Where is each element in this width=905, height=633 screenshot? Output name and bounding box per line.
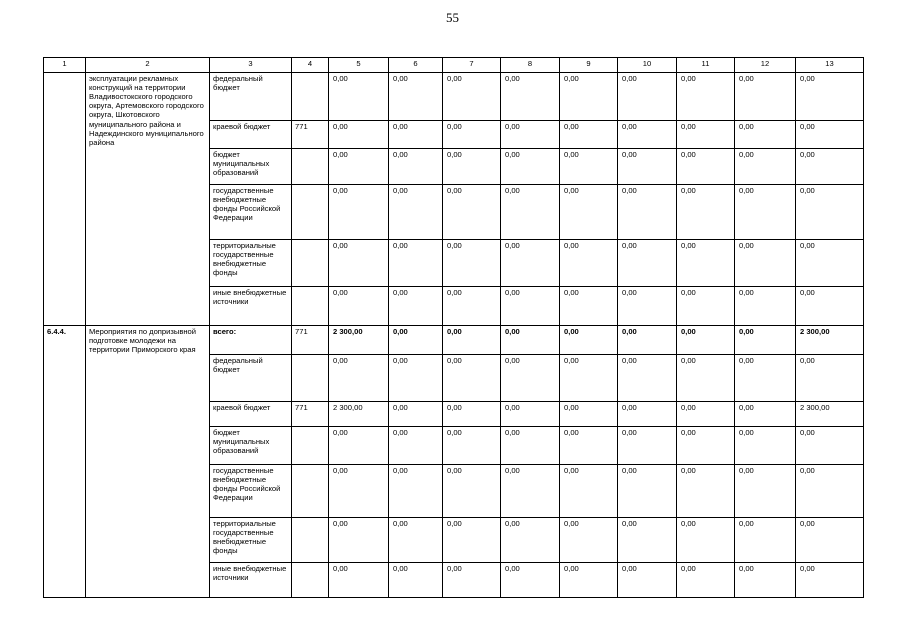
amount-cell: 0,00 (618, 240, 677, 287)
amount-cell: 0,00 (796, 287, 864, 326)
amount-cell: 0,00 (329, 185, 389, 240)
measure-title: Мероприятия по допризывной подготовке молодежи на территории Приморского края (86, 326, 210, 598)
amount-cell: 0,00 (560, 73, 618, 121)
amount-cell: 0,00 (501, 465, 560, 518)
amount-cell: 0,00 (501, 355, 560, 402)
amount-cell: 0,00 (796, 563, 864, 598)
amount-cell: 0,00 (560, 287, 618, 326)
funding-source: территориальные государственные внебюджетные фонды (210, 240, 292, 287)
amount-cell: 0,00 (735, 185, 796, 240)
amount-cell: 0,00 (677, 326, 735, 355)
amount-cell: 0,00 (796, 73, 864, 121)
measure-code: 6.4.4. (44, 326, 86, 598)
amount-cell: 0,00 (389, 518, 443, 563)
amount-cell: 0,00 (329, 563, 389, 598)
amount-cell: 0,00 (501, 287, 560, 326)
amount-cell: 0,00 (735, 465, 796, 518)
column-header: 6 (389, 58, 443, 73)
amount-cell: 0,00 (389, 73, 443, 121)
amount-cell: 0,00 (677, 465, 735, 518)
amount-cell: 0,00 (389, 355, 443, 402)
amount-cell: 0,00 (618, 121, 677, 149)
grbs-code: 771 (292, 402, 329, 427)
amount-cell: 0,00 (677, 287, 735, 326)
amount-cell: 0,00 (501, 563, 560, 598)
amount-cell: 0,00 (389, 465, 443, 518)
amount-cell: 0,00 (618, 73, 677, 121)
amount-cell: 0,00 (443, 185, 501, 240)
amount-cell: 0,00 (329, 121, 389, 149)
amount-cell: 0,00 (501, 149, 560, 185)
amount-cell: 0,00 (329, 465, 389, 518)
grbs-code (292, 73, 329, 121)
funding-source: краевой бюджет (210, 121, 292, 149)
measure-title: эксплуатации рекламных конструкций на территории Владивостокского городского округа, Артемовского городского округа, Шкотовского муниципального района и Надеждинского муниципального района (86, 73, 210, 326)
amount-cell: 0,00 (501, 240, 560, 287)
amount-cell: 0,00 (618, 287, 677, 326)
amount-cell: 2 300,00 (796, 326, 864, 355)
amount-cell: 0,00 (389, 563, 443, 598)
amount-cell: 0,00 (443, 149, 501, 185)
column-header: 4 (292, 58, 329, 73)
funding-source: государственные внебюджетные фонды Российской Федерации (210, 185, 292, 240)
funding-source: федеральный бюджет (210, 73, 292, 121)
amount-cell: 0,00 (677, 121, 735, 149)
amount-cell: 0,00 (618, 355, 677, 402)
amount-cell: 0,00 (443, 427, 501, 465)
amount-cell: 0,00 (560, 402, 618, 427)
amount-cell: 0,00 (735, 240, 796, 287)
amount-cell: 0,00 (618, 402, 677, 427)
funding-source: бюджет муниципальных образований (210, 427, 292, 465)
amount-cell: 0,00 (443, 240, 501, 287)
measure-code (44, 73, 86, 326)
amount-cell: 0,00 (560, 465, 618, 518)
amount-cell: 0,00 (389, 149, 443, 185)
amount-cell: 0,00 (501, 427, 560, 465)
funding-source: государственные внебюджетные фонды Российской Федерации (210, 465, 292, 518)
amount-cell: 0,00 (735, 287, 796, 326)
funding-source: краевой бюджет (210, 402, 292, 427)
funding-source: всего: (210, 326, 292, 355)
table-row (44, 73, 864, 121)
grbs-code (292, 355, 329, 402)
amount-cell: 0,00 (329, 73, 389, 121)
amount-cell: 0,00 (443, 287, 501, 326)
amount-cell: 0,00 (677, 427, 735, 465)
amount-cell: 0,00 (443, 465, 501, 518)
amount-cell: 0,00 (618, 563, 677, 598)
amount-cell: 0,00 (329, 355, 389, 402)
amount-cell: 0,00 (560, 121, 618, 149)
amount-cell: 0,00 (796, 149, 864, 185)
column-header: 5 (329, 58, 389, 73)
amount-cell: 0,00 (329, 149, 389, 185)
amount-cell: 0,00 (677, 240, 735, 287)
amount-cell: 0,00 (560, 427, 618, 465)
amount-cell: 0,00 (796, 355, 864, 402)
amount-cell: 0,00 (389, 326, 443, 355)
grbs-code (292, 287, 329, 326)
amount-cell: 0,00 (677, 563, 735, 598)
amount-cell: 0,00 (389, 402, 443, 427)
amount-cell: 0,00 (796, 185, 864, 240)
amount-cell: 0,00 (560, 355, 618, 402)
amount-cell: 0,00 (389, 427, 443, 465)
amount-cell: 0,00 (735, 402, 796, 427)
column-header: 11 (677, 58, 735, 73)
budget-table (43, 57, 864, 598)
amount-cell: 0,00 (389, 121, 443, 149)
amount-cell: 0,00 (560, 185, 618, 240)
amount-cell: 0,00 (443, 402, 501, 427)
amount-cell: 2 300,00 (329, 402, 389, 427)
amount-cell: 0,00 (796, 427, 864, 465)
amount-cell: 0,00 (677, 73, 735, 121)
amount-cell: 0,00 (618, 149, 677, 185)
amount-cell: 0,00 (677, 185, 735, 240)
column-header: 1 (44, 58, 86, 73)
amount-cell: 0,00 (735, 518, 796, 563)
amount-cell: 0,00 (735, 355, 796, 402)
amount-cell: 0,00 (618, 465, 677, 518)
column-header: 8 (501, 58, 560, 73)
amount-cell: 0,00 (677, 355, 735, 402)
amount-cell: 0,00 (560, 149, 618, 185)
grbs-code (292, 518, 329, 563)
column-header: 12 (735, 58, 796, 73)
funding-source: федеральный бюджет (210, 355, 292, 402)
amount-cell: 0,00 (796, 240, 864, 287)
amount-cell: 0,00 (618, 518, 677, 563)
amount-cell: 0,00 (560, 563, 618, 598)
amount-cell: 0,00 (735, 326, 796, 355)
amount-cell: 0,00 (735, 73, 796, 121)
amount-cell: 0,00 (501, 518, 560, 563)
column-header: 10 (618, 58, 677, 73)
amount-cell: 0,00 (329, 427, 389, 465)
amount-cell: 0,00 (389, 240, 443, 287)
funding-source: бюджет муниципальных образований (210, 149, 292, 185)
amount-cell: 0,00 (329, 287, 389, 326)
amount-cell: 0,00 (443, 355, 501, 402)
amount-cell: 0,00 (735, 563, 796, 598)
funding-source: территориальные государственные внебюджетные фонды (210, 518, 292, 563)
grbs-code: 771 (292, 326, 329, 355)
amount-cell: 2 300,00 (329, 326, 389, 355)
grbs-code (292, 427, 329, 465)
amount-cell: 0,00 (501, 185, 560, 240)
table-row (44, 326, 864, 355)
amount-cell: 0,00 (618, 326, 677, 355)
grbs-code (292, 465, 329, 518)
amount-cell: 0,00 (560, 326, 618, 355)
amount-cell: 0,00 (443, 563, 501, 598)
column-header: 13 (796, 58, 864, 73)
grbs-code (292, 240, 329, 287)
column-header: 3 (210, 58, 292, 73)
header-row (44, 58, 864, 73)
amount-cell: 0,00 (560, 240, 618, 287)
grbs-code (292, 185, 329, 240)
column-header: 7 (443, 58, 501, 73)
column-header: 9 (560, 58, 618, 73)
amount-cell: 0,00 (501, 326, 560, 355)
amount-cell: 0,00 (443, 73, 501, 121)
amount-cell: 0,00 (501, 121, 560, 149)
amount-cell: 0,00 (796, 121, 864, 149)
column-header: 2 (86, 58, 210, 73)
grbs-code (292, 149, 329, 185)
amount-cell: 0,00 (677, 518, 735, 563)
amount-cell: 0,00 (560, 518, 618, 563)
amount-cell: 0,00 (389, 287, 443, 326)
grbs-code (292, 563, 329, 598)
amount-cell: 0,00 (329, 518, 389, 563)
amount-cell: 0,00 (735, 427, 796, 465)
funding-source: иные внебюджетные источники (210, 287, 292, 326)
amount-cell: 0,00 (618, 427, 677, 465)
page-number: 55 (446, 10, 459, 25)
amount-cell: 0,00 (501, 73, 560, 121)
amount-cell: 0,00 (796, 465, 864, 518)
amount-cell: 0,00 (443, 121, 501, 149)
amount-cell: 0,00 (443, 518, 501, 563)
amount-cell: 2 300,00 (796, 402, 864, 427)
amount-cell: 0,00 (389, 185, 443, 240)
amount-cell: 0,00 (329, 240, 389, 287)
amount-cell: 0,00 (501, 402, 560, 427)
amount-cell: 0,00 (618, 185, 677, 240)
grbs-code: 771 (292, 121, 329, 149)
funding-source: иные внебюджетные источники (210, 563, 292, 598)
amount-cell: 0,00 (735, 149, 796, 185)
amount-cell: 0,00 (443, 326, 501, 355)
amount-cell: 0,00 (677, 149, 735, 185)
amount-cell: 0,00 (796, 518, 864, 563)
amount-cell: 0,00 (677, 402, 735, 427)
amount-cell: 0,00 (735, 121, 796, 149)
